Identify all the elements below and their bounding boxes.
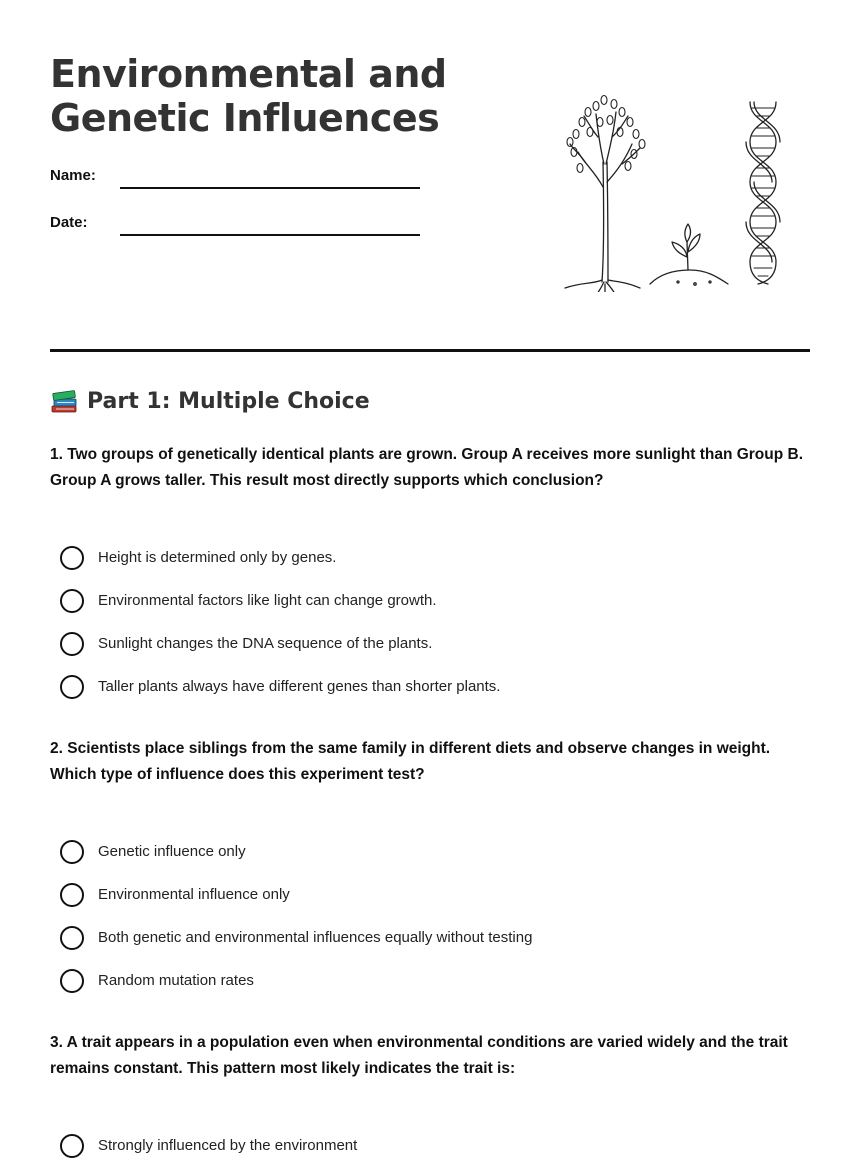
date-field [50, 214, 88, 231]
section-divider [50, 349, 810, 352]
answer-options [50, 830, 810, 1002]
part-1-title: Part 1: Multiple Choice [87, 388, 370, 414]
radio-button[interactable] [60, 1134, 84, 1158]
question-text: 2. Scientists place siblings from the same family in different diets and observe changes in weight. Which type of influence does this experiment test? [50, 740, 771, 783]
radio-button[interactable] [60, 546, 84, 570]
radio-button[interactable] [60, 926, 84, 950]
answer-label: Taller plants always have different genes than shorter plants. [98, 678, 501, 695]
tree-icon [565, 96, 645, 293]
answer-options [50, 536, 810, 708]
answer-option[interactable] [50, 959, 810, 1002]
radio-button[interactable] [60, 883, 84, 907]
answer-label: Environmental influence only [98, 886, 290, 903]
answer-option[interactable] [50, 916, 810, 959]
question-2 [50, 736, 810, 1002]
radio-button[interactable] [60, 840, 84, 864]
part-1-heading [50, 388, 370, 414]
answer-label: Genetic influence only [98, 843, 246, 860]
answer-option[interactable] [50, 536, 810, 579]
answer-label: Random mutation rates [98, 972, 254, 989]
date-input-line[interactable] [120, 234, 420, 236]
answer-option[interactable] [50, 622, 810, 665]
radio-button[interactable] [60, 969, 84, 993]
radio-button[interactable] [60, 632, 84, 656]
name-label: Name: [50, 167, 96, 184]
question-1 [50, 442, 810, 708]
title-line-2: Genetic Influences [50, 96, 440, 140]
answer-label: Strongly influenced by the environment [98, 1137, 358, 1154]
answer-option[interactable] [50, 873, 810, 916]
question-3 [50, 1030, 810, 1161]
books-icon [50, 388, 78, 414]
seedling-icon [650, 224, 728, 285]
radio-button[interactable] [60, 589, 84, 613]
answer-option[interactable] [50, 579, 810, 622]
answer-label: Both genetic and environmental influences equally without testing [98, 929, 533, 946]
name-input-line[interactable] [120, 187, 420, 189]
answer-label: Environmental factors like light can change growth. [98, 592, 437, 609]
answer-option[interactable] [50, 830, 810, 873]
radio-button[interactable] [60, 675, 84, 699]
name-field [50, 167, 96, 184]
answer-label: Sunlight changes the DNA sequence of the plants. [98, 635, 433, 652]
dna-helix-icon [746, 102, 780, 284]
date-label: Date: [50, 214, 88, 231]
question-text: 3. A trait appears in a population even when environmental conditions are varied widely and the trait remains constant. This pattern most likely indicates the trait is: [50, 1034, 788, 1077]
answer-options [50, 1124, 810, 1161]
worksheet-header [50, 52, 810, 292]
answer-label: Height is determined only by genes. [98, 549, 337, 566]
answer-option[interactable] [50, 665, 810, 708]
illustration [560, 92, 790, 292]
title-line-1: Environmental and [50, 52, 447, 96]
question-text: 1. Two groups of genetically identical plants are grown. Group A receives more sunlight than Group B. Group A grows taller. This result most directly supports which conclusion? [50, 446, 804, 489]
answer-option[interactable] [50, 1124, 810, 1161]
